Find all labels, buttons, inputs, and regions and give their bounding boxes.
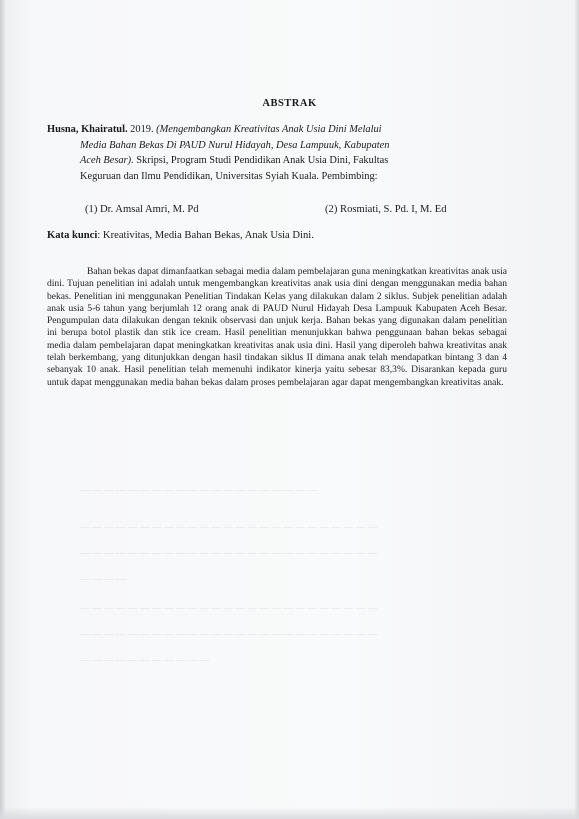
citation-description-line3: Skripsi, Program Studi Pendidikan Anak Usia Dini, Fakultas: [136, 155, 389, 166]
page-edge-shadow-left: [0, 0, 6, 819]
bleed-through-text: — — — — — — — — — — — — — — — — — — — — — — — — —: [80, 522, 378, 533]
citation-author: Husna, Khairatul.: [47, 124, 128, 135]
keywords-text: : Kreativitas, Media Bahan Bekas, Anak Usia Dini.: [97, 230, 314, 241]
abstract-heading: ABSTRAK: [262, 98, 317, 109]
citation-title-line1: (Mengembangkan Kreativitas Anak Usia Dini Melalui: [156, 124, 382, 135]
citation-block: [47, 122, 511, 184]
supervisor-first: (1) Dr. Amsal Amri, M. Pd: [85, 204, 199, 215]
page-edge-shadow-bottom: [0, 807, 579, 819]
abstract-paragraph: Bahan bekas dapat dimanfaatkan sebagai media dalam pembelajaran guna meningkatkan kreativitas anak usia dini. Tujuan penelitian ini adalah untuk mengembangkan kreativitas anak usia dini dengan menggunakan media bahan bekas. Penelitian ini menggunakan Penelitian Tindakan Kelas yang dilakukan dalam 2 siklus. Subjek penelitian adalah anak usia 5-6 tahun yang berjumlah 12 orang anak di PAUD Nurul Hidayah Desa Lampuuk Kabupaten Aceh Besar. Pengumpulan data dilakukan dengan teknik observasi dan unjuk kerja. Bahan bekas yang digunakan dalam penelitian ini berupa botol plastik dan stik ice cream. Hasil penelitian menunjukkan bahwa penggunaan bahan bekas sebagai media dalam pembelajaran dapat meningkatkan kreativitas anak usia dini. Hasil yang diperoleh bahwa kreativitas anak telah berkembang, yang ditunjukkan dengan hasil tindakan siklus II dimana anak telah mendapatkan bintang 3 dan 4 sebanyak 10 anak. Hasil penelitian telah memenuhi indikator kinerja yaitu sebesar 83,3%. Disarankan kepada guru untuk dapat menggunakan media bahan bekas dalam proses pembelajaran agar dapat mengembangkan kreativitas anak.: [47, 266, 507, 388]
citation-title-line2: Media Bahan Bekas Di PAUD Nurul Hidayah, Desa Lampuuk, Kabupaten: [80, 139, 390, 151]
bleed-through-text: — — — — — — — — — — — — — — — — — — — — — — — — —: [80, 603, 378, 614]
bleed-through-text: — — — — — — — — — — — — — — — — — — — — — — — — —: [80, 629, 378, 640]
page-edge-shadow-right: [574, 0, 579, 819]
citation-year: 2019.: [130, 124, 154, 135]
keywords-line: [47, 230, 517, 241]
bleed-through-text: — — — — — — — — — — — — — — — — — — — — — — — — —: [80, 548, 378, 559]
keywords-label: Kata kunci: [47, 230, 98, 241]
bleed-through-text: — — — — — — — — — — —: [80, 655, 210, 666]
citation-title-line3: Aceh Besar).: [80, 155, 134, 166]
bleed-through-text: — — — — — — — — — — — — — — — — — — — —: [80, 485, 318, 496]
supervisor-second: (2) Rosmiati, S. Pd. I, M. Ed: [325, 204, 447, 215]
citation-description-line4: Keguruan dan Ilmu Pendidikan, Universitas Syiah Kuala. Pembimbing:: [80, 170, 378, 182]
bleed-through-text: — — — —: [80, 574, 126, 585]
